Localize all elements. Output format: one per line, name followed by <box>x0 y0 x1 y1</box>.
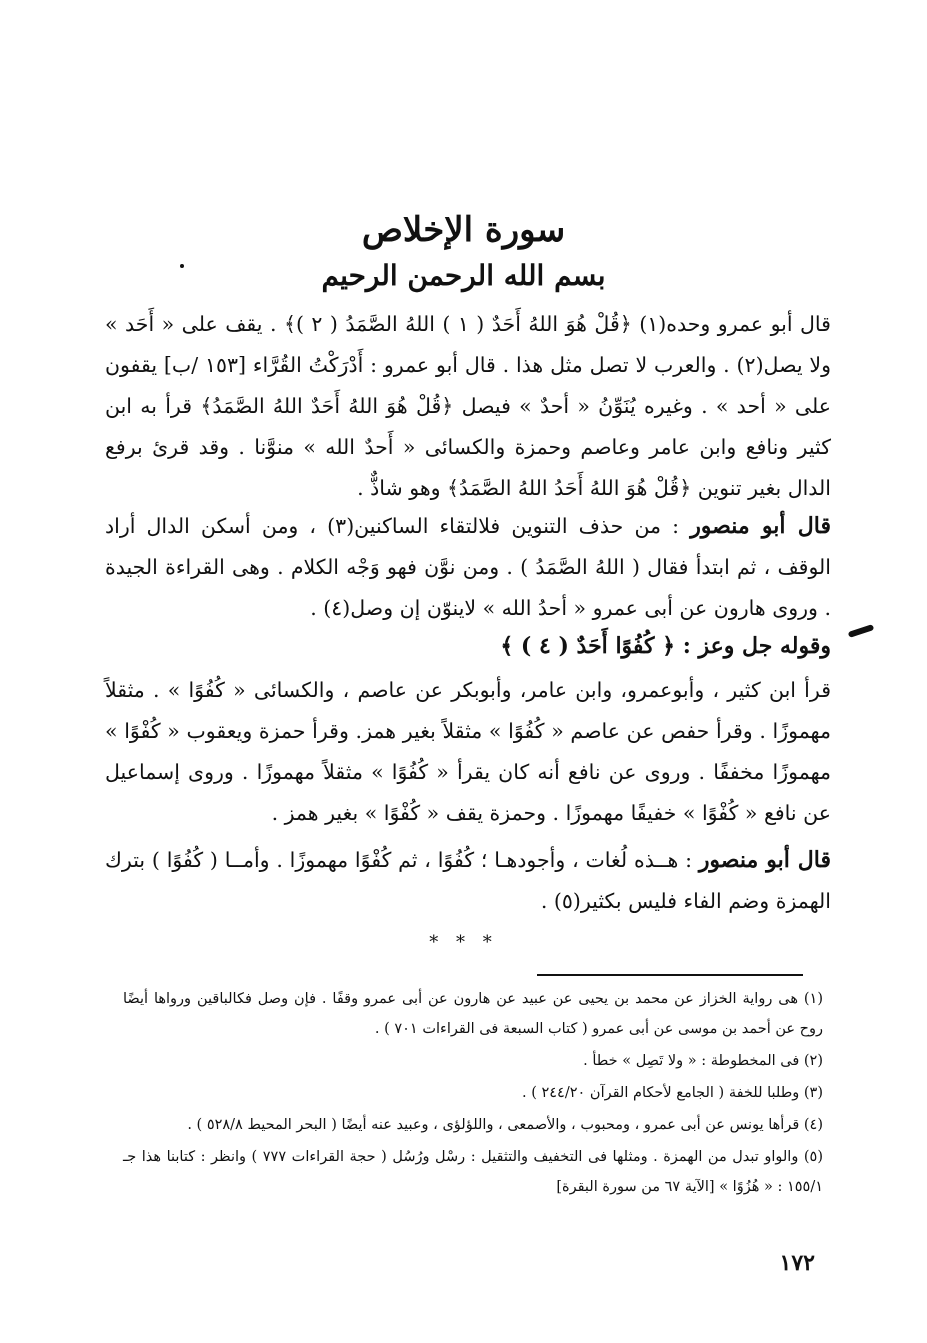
footnote: (٤) قرأها يونس عن أبى عمرو ، ومحبوب ، والأصمعى ، واللؤلؤى ، وعبيد عنه أيضًا ( البحر المحيط ٥٢٨/٨ ) . <box>187 1117 823 1133</box>
paragraph-1: قال أبو عمرو وحده(١) ﴿قُلْ هُوَ اللهُ أَحَدٌ ( ١ ) اللهُ الصَّمَدُ ( ٢ )﴾ . يقف على « أَحَد » ولا يصل(٢) . والعرب لا تصل مثل هذا . قال أبو عمرو : أَدْرَكْتُ القُرَّاء [١٥٣ /ب] يقفون على « أحد » . وغيره يُنَوِّنُ « أحدٌ » فيصل ﴿قُلْ هُوَ اللهُ أَحَدٌ اللهُ الصَّمَدُ﴾ قرأ به ابن كثير ونافع وابن عامر وعاصم وحمزة والكسائى « أَحدٌ الله » منوَّنا . وقد قرئ برفع الدال بغير تنوين ﴿قُلْ هُوَ اللهُ أَحَدُ اللهُ الصَّمَدُ﴾ وهو شاذٌّ . <box>105 312 832 500</box>
paragraph-4: قرأ ابن كثير ، وأبوعمرو، وابن عامر، وأبوبكر عن عاصم ، والكسائى « كُفُوًا » . مثقلاً مهموزًا . وقرأ حفص عن عاصم « كُفُوًا » مثقلاً بغير همز. وقرأ حمزة ويعقوب « كُفْوًا » مهموزًا مخففًا . وروى عن نافع أنه كان يقرأ « كُفُوًا » مثقلاً مهموزًا . وروى إسماعيل عن نافع « كُفْوًا » خفيفًا مهموزًا . وحمزة يقف « كُفْوًا » بغير همز . <box>105 678 831 825</box>
basmala: بسم الله الرحمن الرحيم <box>321 259 606 292</box>
speaker-label: قال أبو منصور <box>698 847 831 873</box>
footnote: (٢) فى المخطوطة : « ولا تَصِل » خطأ . <box>583 1053 823 1069</box>
footnote: (٥) والواو تبدل من الهمزة . ومثلها فى التخفيف والتثقيل : رسْل ورُسُل ( حجة القراءات ٧٧٧ ) وانظر : كتابنا هذا جـ ١٥٥/١ : « هُزُوًا » [الآية ٦٧ من سورة البقرة] <box>123 1149 823 1195</box>
ink-dot <box>180 264 184 268</box>
footnote-rule <box>537 974 803 976</box>
margin-mark <box>848 624 875 638</box>
footnote: (١) هى رواية الخزاز عن محمد بن يحيى عن عبيد عن هارون عن أبى عمرو وقفًا . فإن وصل فكالباقين ورواها أيضًا روح عن أحمد بن موسى عن أبى عمرو ( كتاب السبعة فى القراءات ٧٠١ ) . <box>123 991 823 1037</box>
page-number: ١٧٢ <box>779 1250 815 1276</box>
surah-title: سورة الإخلاص <box>361 210 566 250</box>
paragraph-5 <box>105 840 831 922</box>
section-separator: * * * <box>429 932 498 953</box>
verse-heading: وقوله جل وعز : ﴿ كُفُوًا أَحَدٌ ( ٤ ) ﴾ <box>500 633 831 659</box>
paragraph-2-text: : من حذف التنوين فلالتقاء الساكنين(٣) ، ومن أسكن الدال أراد الوقف ، ثم ابتدأ فقال ( اللهُ الصَّمَدُ ) . ومن نوَّن فهو وَجْه الكلام . وهى القراءة الجيدة . وروى هارون عن أبى عمرو « أحدُ الله » لاينوّن إن وصل(٤) . <box>105 514 831 620</box>
speaker-label: قال أبو منصور <box>690 513 831 539</box>
paragraph-5-text: : هــذه لُغات ، وأجودهـا ؛ كُفُوًا ، ثم كُفْوًا مهموزًا . وأمــا ( كُفُوًا ) بترك الهمزة وضم الفاء فليس بكثير(٥) . <box>105 848 831 913</box>
footnote: (٣) وطلبا للخفة ( الجامع لأحكام القرآن ٢٤٤/٢٠ ) . <box>522 1085 823 1101</box>
footnotes-list <box>123 984 823 1204</box>
paragraph-2 <box>105 506 831 629</box>
